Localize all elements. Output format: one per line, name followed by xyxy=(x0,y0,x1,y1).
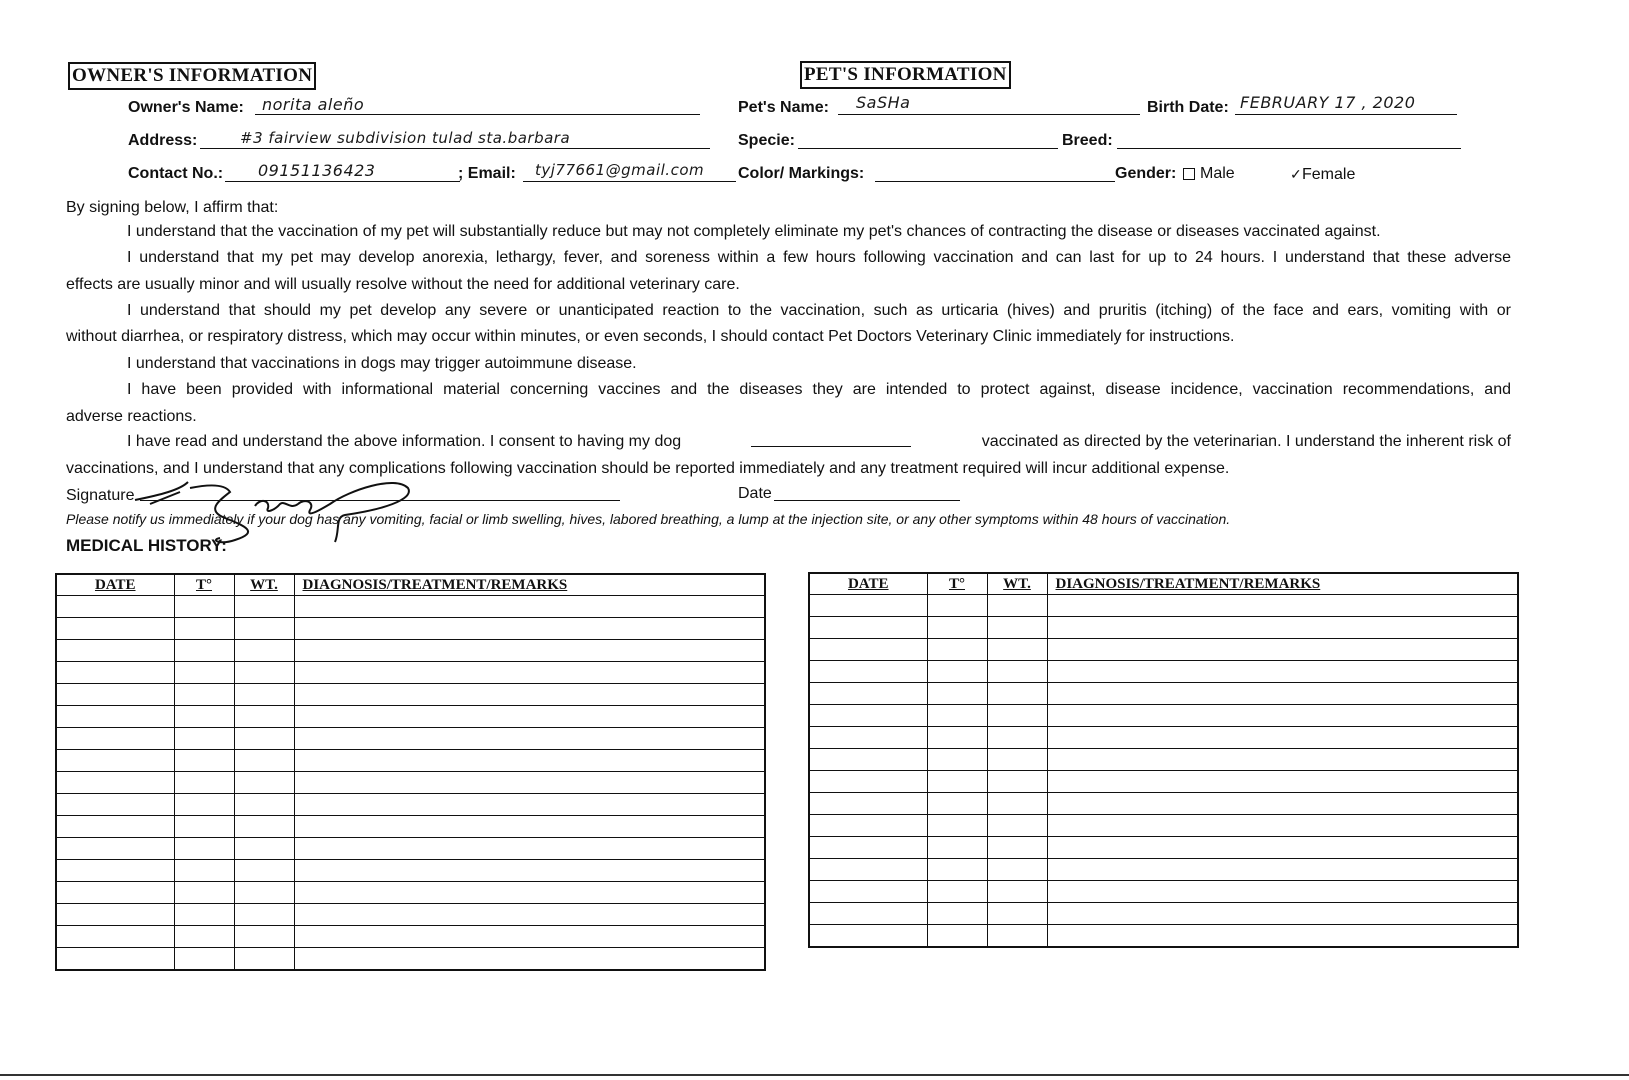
table-cell[interactable] xyxy=(1047,837,1518,859)
table-cell[interactable] xyxy=(56,948,174,971)
contact-value[interactable]: 09151136423 xyxy=(258,161,376,180)
table-cell[interactable] xyxy=(234,838,294,860)
table-cell[interactable] xyxy=(927,925,987,948)
table-cell[interactable] xyxy=(234,596,294,618)
consent-p5a: I have been provided with informational material concerning vaccines and the diseases they are intended to protect against, disease incidence, vaccination recommendations, and xyxy=(127,381,1511,398)
table-cell[interactable] xyxy=(927,837,987,859)
table-cell[interactable] xyxy=(294,618,765,640)
table-cell[interactable] xyxy=(56,926,174,948)
table-cell[interactable] xyxy=(294,640,765,662)
consent-p1: I understand that the vaccination of my pet will substantially reduce but may not completely eliminate my pet's chances of contracting the disease or diseases vaccinated against. xyxy=(127,223,1381,240)
table-cell[interactable] xyxy=(1047,881,1518,903)
notice-text: Please notify us immediately if your dog has any vomiting, facial or limb swelling, hives, labored breathing, a lump at the injection site, or any other symptoms within 48 hours of vaccination. xyxy=(66,511,1231,527)
address-line xyxy=(200,148,710,149)
table-cell[interactable] xyxy=(56,750,174,772)
col-temp: T° xyxy=(927,573,987,595)
table-row xyxy=(56,948,765,971)
table-cell[interactable] xyxy=(809,903,927,925)
table-cell[interactable] xyxy=(294,926,765,948)
table-cell[interactable] xyxy=(809,793,927,815)
male-checkbox[interactable] xyxy=(1183,168,1195,180)
table-cell[interactable] xyxy=(174,904,234,926)
birth-date-label: Birth Date: xyxy=(1147,99,1229,116)
table-cell[interactable] xyxy=(234,882,294,904)
contact-label: Contact No.: xyxy=(128,165,224,182)
table-cell[interactable] xyxy=(174,728,234,750)
table-cell[interactable] xyxy=(174,684,234,706)
pet-name-value[interactable]: SaSHa xyxy=(856,93,911,112)
table-row xyxy=(809,903,1518,925)
table-cell[interactable] xyxy=(809,815,927,837)
table-cell[interactable] xyxy=(1047,749,1518,771)
female-checkmark-icon: ✓ xyxy=(1290,166,1302,182)
table-cell[interactable] xyxy=(809,639,927,661)
table-row xyxy=(809,749,1518,771)
table-cell[interactable] xyxy=(987,837,1047,859)
table-cell[interactable] xyxy=(234,926,294,948)
table-cell[interactable] xyxy=(234,684,294,706)
table-row xyxy=(56,684,765,706)
table-cell[interactable] xyxy=(234,794,294,816)
table-cell[interactable] xyxy=(987,925,1047,948)
date-line xyxy=(774,500,960,501)
table-cell[interactable] xyxy=(987,595,1047,617)
consent-p3a: I understand that should my pet develop any severe or unanticipated reaction to the vaccination, such as urticaria (hives) and pruritis (itching) of the face and ears, vomiting with or xyxy=(127,302,1511,319)
table-row xyxy=(809,639,1518,661)
table-row xyxy=(56,794,765,816)
table-cell[interactable] xyxy=(234,904,294,926)
table-cell[interactable] xyxy=(56,816,174,838)
table-row xyxy=(809,793,1518,815)
table-cell[interactable] xyxy=(987,705,1047,727)
table-row xyxy=(56,640,765,662)
table-cell[interactable] xyxy=(294,706,765,728)
table-cell[interactable] xyxy=(1047,903,1518,925)
email-value[interactable]: tyj77661@gmail.com xyxy=(535,161,705,179)
table-cell[interactable] xyxy=(987,749,1047,771)
table-row xyxy=(809,815,1518,837)
table-cell[interactable] xyxy=(927,705,987,727)
table-cell[interactable] xyxy=(174,794,234,816)
contact-line xyxy=(225,181,460,182)
table-cell[interactable] xyxy=(987,771,1047,793)
table-row xyxy=(809,837,1518,859)
consent-p4: I understand that vaccinations in dogs may trigger autoimmune disease. xyxy=(127,355,637,372)
table-cell[interactable] xyxy=(174,662,234,684)
pet-name-label: Pet's Name: xyxy=(738,99,829,116)
table-cell[interactable] xyxy=(987,859,1047,881)
table-cell[interactable] xyxy=(1047,683,1518,705)
table-cell[interactable] xyxy=(1047,815,1518,837)
table-row xyxy=(56,926,765,948)
table-cell[interactable] xyxy=(294,816,765,838)
table-cell[interactable] xyxy=(234,948,294,971)
consent-intro: By signing below, I affirm that: xyxy=(66,199,279,216)
table-cell[interactable] xyxy=(56,684,174,706)
table-cell[interactable] xyxy=(234,860,294,882)
table-row xyxy=(809,925,1518,948)
table-cell[interactable] xyxy=(987,617,1047,639)
table-cell[interactable] xyxy=(294,794,765,816)
gender-male-option[interactable] xyxy=(1183,164,1235,184)
table-cell[interactable] xyxy=(1047,771,1518,793)
consent-p3b: without diarrhea, or respiratory distress, which may occur within minutes, or even seconds, I should contact Pet Doctors Veterinary Clinic immediately for instructions. xyxy=(66,328,1235,345)
medical-history-table-left xyxy=(55,573,766,971)
consent-p2a: I understand that my pet may develop anorexia, lethargy, fever, and soreness within a few hours following vaccination and can last for up to 24 hours. I understand that these adverse xyxy=(127,249,1511,266)
table-cell[interactable] xyxy=(1047,595,1518,617)
table-cell[interactable] xyxy=(174,640,234,662)
table-row xyxy=(56,596,765,618)
table-cell[interactable] xyxy=(56,618,174,640)
consent-p6a-post: vaccinated as directed by the veterinarian. I understand the inherent risk of xyxy=(981,433,1511,450)
email-line xyxy=(523,181,736,182)
table-row xyxy=(809,881,1518,903)
table-row xyxy=(56,618,765,640)
color-markings-label: Color/ Markings: xyxy=(738,165,865,182)
table-cell[interactable] xyxy=(174,838,234,860)
gender-label: Gender: xyxy=(1115,165,1177,182)
table-cell[interactable] xyxy=(174,926,234,948)
specie-line xyxy=(798,148,1058,149)
table-cell[interactable] xyxy=(234,772,294,794)
table-cell[interactable] xyxy=(927,639,987,661)
table-cell[interactable] xyxy=(987,683,1047,705)
table-cell[interactable] xyxy=(174,816,234,838)
table-cell[interactable] xyxy=(1047,661,1518,683)
col-weight: WT. xyxy=(987,573,1047,595)
table-row xyxy=(809,771,1518,793)
email-label: ; Email: xyxy=(458,165,516,182)
table-row xyxy=(56,706,765,728)
table-cell[interactable] xyxy=(294,728,765,750)
table-cell[interactable] xyxy=(927,595,987,617)
consent-p5b: adverse reactions. xyxy=(66,408,197,425)
male-label: Male xyxy=(1200,165,1235,182)
table-cell[interactable] xyxy=(56,662,174,684)
table-cell[interactable] xyxy=(56,706,174,728)
table-cell[interactable] xyxy=(809,925,927,948)
table-cell[interactable] xyxy=(174,772,234,794)
pet-info-heading: PET'S INFORMATION xyxy=(800,61,1011,89)
table-cell[interactable] xyxy=(1047,639,1518,661)
table-cell[interactable] xyxy=(927,793,987,815)
consent-p6b: vaccinations, and I understand that any complications following vaccination should be reported immediately and any treatment required will incur additional expense. xyxy=(66,460,1230,477)
table-cell[interactable] xyxy=(56,728,174,750)
table-cell[interactable] xyxy=(1047,727,1518,749)
table-row xyxy=(809,705,1518,727)
col-weight: WT. xyxy=(234,574,294,596)
table-cell[interactable] xyxy=(809,595,927,617)
table-cell[interactable] xyxy=(987,903,1047,925)
table-cell[interactable] xyxy=(809,617,927,639)
pet-name-line xyxy=(838,114,1140,115)
table-cell[interactable] xyxy=(809,727,927,749)
scan-edge-line xyxy=(0,1074,1629,1076)
table-cell[interactable] xyxy=(56,596,174,618)
table-row xyxy=(809,727,1518,749)
table-row xyxy=(56,728,765,750)
table-cell[interactable] xyxy=(809,749,927,771)
dog-name-blank[interactable] xyxy=(751,432,911,447)
table-row xyxy=(809,617,1518,639)
table-cell[interactable] xyxy=(56,882,174,904)
gender-female-option[interactable] xyxy=(1290,164,1355,185)
table-cell[interactable] xyxy=(56,838,174,860)
table-cell[interactable] xyxy=(809,881,927,903)
medical-history-table-right xyxy=(808,572,1519,948)
consent-p2b: effects are usually minor and will usually resolve without the need for additional veterinary care. xyxy=(66,276,740,293)
birth-date-value[interactable]: FEBRUARY 17 , 2020 xyxy=(1240,93,1416,112)
table-cell[interactable] xyxy=(234,728,294,750)
table-row xyxy=(809,595,1518,617)
col-remarks: DIAGNOSIS/TREATMENT/REMARKS xyxy=(294,574,765,596)
table-cell[interactable] xyxy=(927,881,987,903)
table-cell[interactable] xyxy=(987,881,1047,903)
table-cell[interactable] xyxy=(987,639,1047,661)
specie-label: Specie: xyxy=(738,132,795,149)
table-cell[interactable] xyxy=(809,705,927,727)
table-cell[interactable] xyxy=(927,617,987,639)
table-cell[interactable] xyxy=(927,859,987,881)
table-cell[interactable] xyxy=(174,618,234,640)
table-cell[interactable] xyxy=(234,618,294,640)
table-cell[interactable] xyxy=(294,772,765,794)
col-temp: T° xyxy=(174,574,234,596)
owner-name-value[interactable]: norita aleño xyxy=(262,95,365,114)
table-row xyxy=(56,662,765,684)
table-cell[interactable] xyxy=(294,684,765,706)
table-cell[interactable] xyxy=(174,706,234,728)
table-cell[interactable] xyxy=(174,882,234,904)
address-label: Address: xyxy=(128,132,198,149)
table-cell[interactable] xyxy=(927,771,987,793)
table-cell[interactable] xyxy=(56,860,174,882)
consent-p6a-pre: I have read and understand the above information. I consent to having my dog xyxy=(127,433,682,450)
table-cell[interactable] xyxy=(56,640,174,662)
date-label: Date xyxy=(738,485,772,502)
table-cell[interactable] xyxy=(174,948,234,971)
table-cell[interactable] xyxy=(809,837,927,859)
table-row xyxy=(56,904,765,926)
table-cell[interactable] xyxy=(809,859,927,881)
breed-line xyxy=(1117,148,1461,149)
table-cell[interactable] xyxy=(56,794,174,816)
table-cell[interactable] xyxy=(294,904,765,926)
table-cell[interactable] xyxy=(1047,859,1518,881)
table-cell[interactable] xyxy=(927,683,987,705)
table-row xyxy=(56,750,765,772)
table-row xyxy=(56,860,765,882)
table-cell[interactable] xyxy=(174,860,234,882)
breed-label: Breed: xyxy=(1062,132,1113,149)
table-cell[interactable] xyxy=(987,793,1047,815)
table-row xyxy=(56,772,765,794)
female-label: Female xyxy=(1302,166,1356,183)
table-row xyxy=(56,838,765,860)
address-value[interactable]: #3 fairview subdivision tulad sta.barbara xyxy=(240,129,571,147)
table-row xyxy=(809,683,1518,705)
birth-date-line xyxy=(1235,114,1457,115)
table-cell[interactable] xyxy=(987,815,1047,837)
table-cell[interactable] xyxy=(294,838,765,860)
table-cell[interactable] xyxy=(234,662,294,684)
table-cell[interactable] xyxy=(927,749,987,771)
medical-history-heading: MEDICAL HISTORY: xyxy=(66,536,227,555)
table-row xyxy=(809,661,1518,683)
col-date: DATE xyxy=(809,573,927,595)
col-remarks: DIAGNOSIS/TREATMENT/REMARKS xyxy=(1047,573,1518,595)
table-row xyxy=(56,816,765,838)
table-cell[interactable] xyxy=(1047,617,1518,639)
table-row xyxy=(56,882,765,904)
col-date: DATE xyxy=(56,574,174,596)
table-cell[interactable] xyxy=(294,596,765,618)
table-cell[interactable] xyxy=(294,750,765,772)
table-cell[interactable] xyxy=(1047,793,1518,815)
table-cell[interactable] xyxy=(927,903,987,925)
table-cell[interactable] xyxy=(56,772,174,794)
table-row xyxy=(809,859,1518,881)
table-cell[interactable] xyxy=(294,882,765,904)
table-cell[interactable] xyxy=(927,661,987,683)
color-markings-line xyxy=(875,181,1115,182)
owner-name-label: Owner's Name: xyxy=(128,99,244,116)
table-cell[interactable] xyxy=(987,727,1047,749)
consent-p6a xyxy=(127,432,1511,452)
table-cell[interactable] xyxy=(294,860,765,882)
table-cell[interactable] xyxy=(987,661,1047,683)
table-cell[interactable] xyxy=(1047,705,1518,727)
table-cell[interactable] xyxy=(294,662,765,684)
table-cell[interactable] xyxy=(294,948,765,971)
table-cell[interactable] xyxy=(809,661,927,683)
table-cell[interactable] xyxy=(234,640,294,662)
table-cell[interactable] xyxy=(234,750,294,772)
table-cell[interactable] xyxy=(1047,925,1518,948)
table-cell[interactable] xyxy=(174,750,234,772)
table-cell[interactable] xyxy=(927,727,987,749)
table-cell[interactable] xyxy=(234,816,294,838)
table-cell[interactable] xyxy=(927,815,987,837)
signature-label: Signature xyxy=(66,487,135,504)
table-cell[interactable] xyxy=(56,904,174,926)
table-cell[interactable] xyxy=(234,706,294,728)
table-cell[interactable] xyxy=(809,683,927,705)
table-cell[interactable] xyxy=(174,596,234,618)
table-cell[interactable] xyxy=(809,771,927,793)
owner-info-heading: OWNER'S INFORMATION xyxy=(68,62,316,90)
